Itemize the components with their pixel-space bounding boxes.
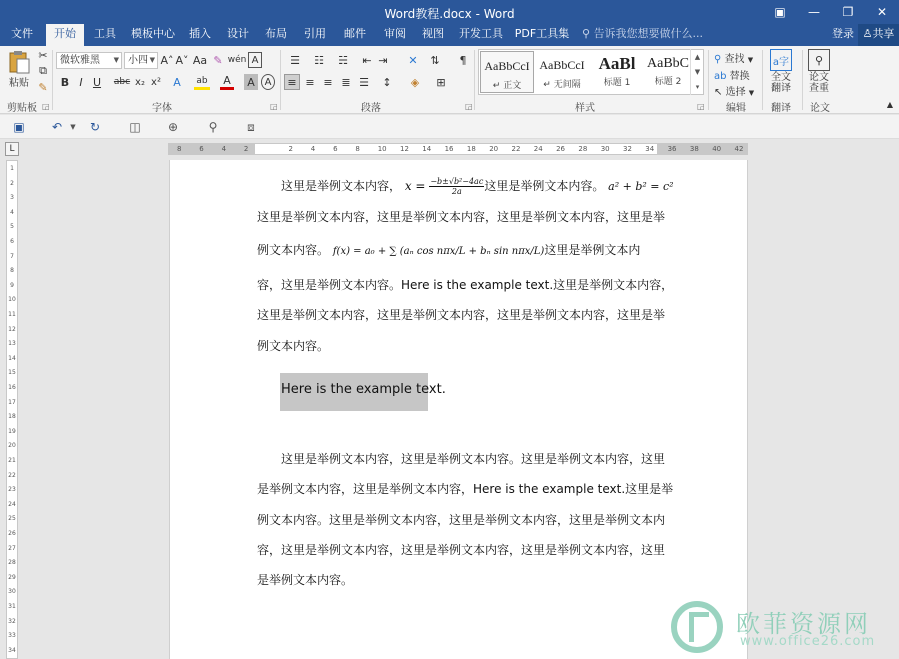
styles-group-label: 样式	[575, 103, 595, 114]
style-heading-1-preview: AaBl	[598, 54, 636, 73]
ruler-number: 42	[734, 145, 744, 153]
multilevel-list-button[interactable]	[332, 52, 354, 68]
align-left-icon: ≡	[287, 75, 297, 89]
numbering-button[interactable]	[308, 52, 330, 68]
font-name-combo[interactable]	[56, 52, 122, 69]
line-spacing-icon: ↕	[382, 75, 392, 89]
ruler-number: 26	[556, 145, 566, 153]
ruler-number: 14	[8, 354, 16, 362]
ruler-number: 6	[10, 238, 14, 245]
ruler-number: 40	[712, 145, 722, 153]
sort-button[interactable]	[428, 52, 442, 68]
ruler-number: 27	[8, 544, 16, 552]
quick-access-toolbar	[0, 115, 899, 139]
paragraph-2-line-1	[257, 451, 666, 467]
ruler-number: 30	[8, 588, 16, 596]
paragraph-2-line-3: 例文本内容。这里是举例文本内容，这里是举例文本内容，这里是举例文本内	[257, 513, 666, 527]
select-label: 选择	[725, 87, 746, 98]
ruler-number: 10	[377, 145, 387, 153]
paragraph-1-line-5: 这里是举例文本内容，这里是举例文本内容，这里是举例文本内容，这里是举	[257, 308, 666, 322]
styles-gallery-scroll[interactable]	[690, 49, 704, 95]
character-shading-button[interactable]: A	[244, 74, 258, 90]
shaded-text: Here is the example text.	[281, 382, 446, 397]
ruler-number: 8	[177, 145, 182, 153]
ruler-number: 29	[8, 573, 16, 581]
ruler-number: 19	[8, 427, 16, 435]
ruler-number: 16	[8, 384, 16, 391]
ruler-number: 10	[8, 296, 16, 304]
ruler-number: 38	[689, 145, 699, 153]
full-translate-button[interactable]	[770, 49, 792, 71]
ribbon-tabs	[0, 24, 899, 46]
web-layout-icon[interactable]: ⊕	[167, 120, 179, 134]
format-painter-icon[interactable]: ✎	[38, 80, 48, 94]
ruler-number: 31	[8, 603, 16, 610]
ruler-number: 2	[243, 145, 249, 153]
ruler-number: 13	[8, 340, 16, 348]
decrease-indent-button[interactable]	[360, 52, 374, 68]
paragraph-1-line-4: 容，这里是举例文本内容。Here is the example text.这里是举例文本内容，	[257, 278, 674, 292]
paragraph-2-line-5: 是举例文本内容。	[257, 573, 354, 587]
ruler-number: 26	[8, 530, 16, 537]
ruler-number: 8	[355, 145, 360, 153]
select-button[interactable]: ↖ 选择 ▼	[714, 87, 755, 98]
ruler-number: 4	[310, 145, 316, 153]
chevron-down-icon[interactable]: ▼	[694, 67, 701, 76]
expand-gallery-icon[interactable]: ▾	[695, 83, 700, 92]
save-icon[interactable]: ▣	[13, 120, 25, 134]
justify-button[interactable]	[338, 74, 354, 90]
translate-icon: a字	[772, 56, 790, 68]
ruler-number: 34	[8, 646, 16, 654]
style-normal-name: ↵ 正文	[492, 81, 522, 91]
chevron-up-icon[interactable]: ▲	[694, 52, 701, 61]
text-effects-button[interactable]: A	[173, 75, 181, 89]
font-launcher-icon[interactable]: ◲	[270, 102, 278, 111]
ruler-number: 8	[10, 267, 14, 275]
paragraph-launcher-icon[interactable]: ◲	[465, 102, 473, 111]
ruler-number: 20	[489, 145, 499, 153]
ruler-number: 21	[8, 457, 16, 464]
ruler-number: 4	[221, 145, 227, 153]
chinese-layout-button[interactable]	[402, 52, 424, 68]
ruler-number: 2	[10, 179, 14, 187]
paragraph-1-line-2: 这里是举例文本内容，这里是举例文本内容，这里是举例文本内容，这里是举	[257, 210, 666, 224]
ruler-number: 24	[533, 145, 543, 153]
ruler-number: 32	[623, 145, 632, 153]
close-button[interactable]: ✕	[876, 5, 888, 19]
align-center-button[interactable]	[302, 74, 318, 90]
paragraph-group-label: 段落	[361, 103, 381, 114]
watermark-logo-mark	[689, 612, 709, 642]
style-normal-preview: AaBbCcI	[484, 59, 530, 73]
minimize-button[interactable]: —	[808, 5, 820, 19]
distributed-button[interactable]	[356, 74, 372, 90]
tab-tools[interactable]: 工具	[94, 27, 116, 40]
borders-icon: ⊞	[436, 75, 446, 89]
restore-button[interactable]: ❐	[842, 5, 854, 19]
chinese-layout-icon: ✕	[408, 53, 418, 67]
cut-icon[interactable]: ✂	[38, 48, 48, 62]
fraction-denominator: 2a	[451, 187, 462, 196]
paragraph-1-line-1	[257, 177, 674, 196]
paragraph-2-line-4: 容，这里是举例文本内容，这里是举例文本内容，这里是举例文本内容，这里	[257, 543, 666, 557]
watermark-text: 欧菲资源网	[736, 610, 871, 638]
bullets-icon: ☰	[290, 53, 300, 67]
clipboard-group-label: 剪贴板	[7, 103, 37, 114]
tell-me-text: 告诉我您想要做什么...	[593, 27, 704, 40]
ribbon	[0, 46, 899, 114]
text-run: 这里是举例文本内	[544, 243, 641, 257]
cursor-icon: ↖	[714, 87, 723, 98]
align-right-button[interactable]	[320, 74, 336, 90]
show-marks-button[interactable]	[456, 52, 470, 68]
bullets-button[interactable]	[284, 52, 306, 68]
font-size-combo[interactable]	[124, 52, 158, 69]
ruler-number: 5	[10, 223, 14, 231]
lightbulb-icon: ⚲	[582, 27, 591, 40]
bold-button[interactable]: B	[60, 75, 70, 89]
ruler-number: 3	[10, 194, 14, 202]
clear-formatting-button[interactable]: ✎	[213, 53, 223, 67]
paste-button[interactable]	[6, 49, 32, 75]
ruler-number: 7	[10, 252, 14, 260]
ruler-number: 9	[10, 281, 14, 289]
paint-bucket-icon: ◈	[410, 75, 420, 89]
quadratic-fraction	[429, 177, 484, 196]
tab-review[interactable]: 审阅	[384, 27, 406, 40]
styles-gallery	[478, 49, 704, 95]
share-person-icon: ♙	[862, 27, 873, 40]
tab-view[interactable]: 视图	[422, 27, 444, 40]
paper-group-label: 论文	[810, 103, 830, 114]
window-title: Word教程.docx - Word	[384, 7, 515, 21]
ruler-number: 12	[400, 145, 409, 153]
print-preview-icon[interactable]: ⚲	[208, 120, 218, 134]
align-left-button[interactable]	[284, 74, 300, 90]
font-group-label: 字体	[152, 103, 172, 114]
tab-layout[interactable]: 布局	[265, 27, 287, 40]
subscript-button[interactable]: x₂	[135, 76, 145, 88]
tab-file[interactable]: 文件	[11, 27, 33, 40]
ruler-number: 12	[8, 325, 16, 333]
ruler-number: 11	[8, 311, 16, 318]
character-border-button[interactable]: A	[248, 52, 262, 68]
ruler-number: 1	[10, 165, 14, 172]
ruler-number: 20	[8, 442, 16, 450]
styles-launcher-icon[interactable]: ◲	[697, 102, 705, 111]
tab-home[interactable]: 开始	[46, 24, 84, 46]
ribbon-display-options-button[interactable]: ▣	[774, 5, 786, 19]
style-no-spacing[interactable]	[535, 51, 589, 93]
text-run: 这里是举例文本内容。	[484, 179, 605, 193]
tab-pdf-tools[interactable]: PDF工具集	[514, 27, 570, 40]
document-search-icon: ⚲	[814, 53, 824, 67]
style-no-spacing-preview: AaBbCcI	[539, 58, 585, 72]
ruler-number: 30	[600, 145, 610, 153]
align-center-icon: ≡	[305, 75, 315, 89]
ruler-number: 32	[8, 617, 16, 625]
style-heading-1-name: 标题 1	[603, 78, 631, 88]
paragraph-1-line-3	[257, 242, 655, 260]
ruler-number: 18	[466, 145, 476, 153]
style-heading-2-preview: AaBbC	[647, 56, 689, 71]
editing-group-label: 编辑	[726, 103, 746, 114]
ruler-number: 6	[333, 145, 338, 153]
superscript-button[interactable]: x²	[151, 76, 161, 88]
decrease-indent-icon: ⇤	[362, 53, 372, 67]
find-label: 查找	[724, 54, 745, 65]
shading-button[interactable]	[404, 74, 426, 90]
line-spacing-button[interactable]	[376, 74, 398, 90]
clipboard-icon	[8, 50, 30, 74]
undo-icon[interactable]: ↶	[51, 120, 63, 134]
fraction-numerator: −b±√b²−4ac	[430, 177, 484, 186]
tab-design[interactable]: 设计	[227, 27, 249, 40]
style-heading-2-name: 标题 2	[654, 77, 682, 87]
find-button[interactable]: ⚲ 查找 ▼	[714, 54, 754, 65]
ruler-number: 33	[8, 632, 16, 640]
tab-mailings[interactable]: 邮件	[344, 27, 366, 40]
replace-label: 替换	[729, 71, 750, 82]
ruler-number: 28	[578, 145, 588, 153]
enclose-characters-button[interactable]: A	[261, 74, 275, 90]
sort-icon: ⇅	[430, 53, 440, 67]
collapse-ribbon-icon[interactable]: ▲	[886, 99, 894, 109]
tab-developer[interactable]: 开发工具	[459, 27, 503, 40]
paper-check-button[interactable]	[808, 49, 830, 71]
tab-template-center[interactable]: 模板中心	[131, 27, 175, 40]
watermark-url: www.office26.com	[740, 634, 876, 649]
ruler-number: 6	[199, 145, 204, 153]
style-no-spacing-name: ↵ 无间隔	[543, 80, 581, 90]
align-right-icon: ≡	[323, 75, 333, 89]
quadratic-formula: x =	[404, 179, 426, 193]
font-size-value: 小四	[128, 55, 148, 66]
tab-references[interactable]: 引用	[304, 27, 326, 40]
ruler-number: 25	[8, 515, 16, 523]
ruler-number: 4	[10, 208, 14, 216]
increase-indent-icon: ⇥	[378, 53, 388, 67]
ruler-number: 28	[8, 559, 16, 567]
full-translate-label: 全文 翻译	[771, 72, 791, 94]
style-normal[interactable]	[480, 51, 534, 93]
pilcrow-icon: ¶	[459, 53, 467, 67]
tab-selector[interactable]: L	[5, 142, 19, 156]
ruler-number: 2	[288, 145, 293, 153]
paper-check-label: 论文 查重	[809, 72, 829, 94]
ruler-number: 14	[422, 145, 432, 153]
numbering-icon: ☷	[314, 53, 324, 67]
replace-icon: ab	[714, 71, 727, 82]
login-button[interactable]: 登录	[832, 27, 854, 40]
style-heading-1[interactable]	[590, 51, 644, 93]
distributed-icon: ☰	[359, 75, 369, 89]
increase-indent-button[interactable]	[376, 52, 390, 68]
vertical-ruler[interactable]	[6, 160, 18, 659]
redo-icon[interactable]: ↻	[89, 120, 101, 134]
ruler-number: 34	[645, 145, 655, 153]
font-name-value: 微软雅黑	[60, 55, 100, 66]
style-heading-2[interactable]	[645, 51, 691, 93]
grow-font-button[interactable]: A˄	[160, 53, 174, 67]
clipboard-launcher-icon[interactable]: ◲	[42, 102, 50, 111]
chevron-down-icon: ▼	[149, 56, 155, 64]
ruler-number: 22	[511, 145, 521, 153]
phonetic-guide-button[interactable]: wén	[227, 55, 247, 65]
multilevel-list-icon: ☵	[338, 53, 348, 67]
tell-me-search[interactable]	[582, 24, 703, 46]
share-button[interactable]	[858, 24, 899, 46]
fourier-formula: f(x) = a₀ + ∑ (aₙ cos nπx/L + bₙ sin nπx/L)	[332, 246, 545, 257]
translate-group-label: 翻译	[771, 103, 791, 114]
ruler-number: 18	[8, 413, 16, 421]
tab-insert[interactable]: 插入	[189, 27, 211, 40]
share-label: 共享	[872, 27, 895, 40]
ruler-number: 22	[8, 471, 16, 479]
ruler-number: 16	[444, 145, 454, 153]
screenshot-icon[interactable]: ⧈	[247, 119, 255, 134]
ruler-number: 36	[667, 145, 677, 153]
undo-dropdown-icon[interactable]: ▼	[70, 123, 76, 131]
ruler-number: 17	[8, 398, 16, 406]
underline-button[interactable]: U	[92, 75, 102, 89]
italic-button[interactable]: I	[79, 75, 83, 89]
highlight-color-button[interactable]: ab	[194, 74, 210, 90]
shrink-font-button[interactable]: A˅	[175, 53, 189, 67]
ruler-number: 23	[8, 486, 16, 494]
side-by-side-icon[interactable]: ◫	[129, 120, 141, 134]
font-color-button[interactable]: A	[220, 74, 234, 90]
text-run: 例文本内容。	[257, 243, 330, 257]
strikethrough-button[interactable]: abc	[113, 77, 131, 87]
text-run: 这里是举例文本内容，	[281, 179, 402, 193]
paragraph-2-line-2: 是举例文本内容，这里是举例文本内容，Here is the example text.这里是举	[257, 482, 674, 496]
title-bar	[0, 0, 899, 24]
text-run: 这里是举例文本内容，这里是举例文本内容。这里是举例文本内容，这里	[281, 452, 666, 466]
horizontal-ruler[interactable]	[168, 143, 748, 155]
replace-button[interactable]	[714, 67, 750, 82]
ruler-number: 15	[8, 369, 16, 377]
borders-button[interactable]	[430, 74, 452, 90]
ruler-number: 24	[8, 500, 16, 508]
paragraph-1-line-6: 例文本内容。	[257, 339, 330, 353]
chevron-down-icon: ▼	[113, 56, 119, 64]
paste-label: 粘贴	[9, 78, 29, 89]
copy-icon[interactable]: ⧉	[39, 64, 47, 77]
pythagorean-formula: a² + b² = c²	[608, 180, 674, 193]
change-case-button[interactable]: Aa	[192, 53, 208, 67]
document-page[interactable]	[169, 160, 748, 659]
justify-icon: ≣	[341, 75, 351, 89]
find-icon: ⚲	[714, 54, 722, 65]
